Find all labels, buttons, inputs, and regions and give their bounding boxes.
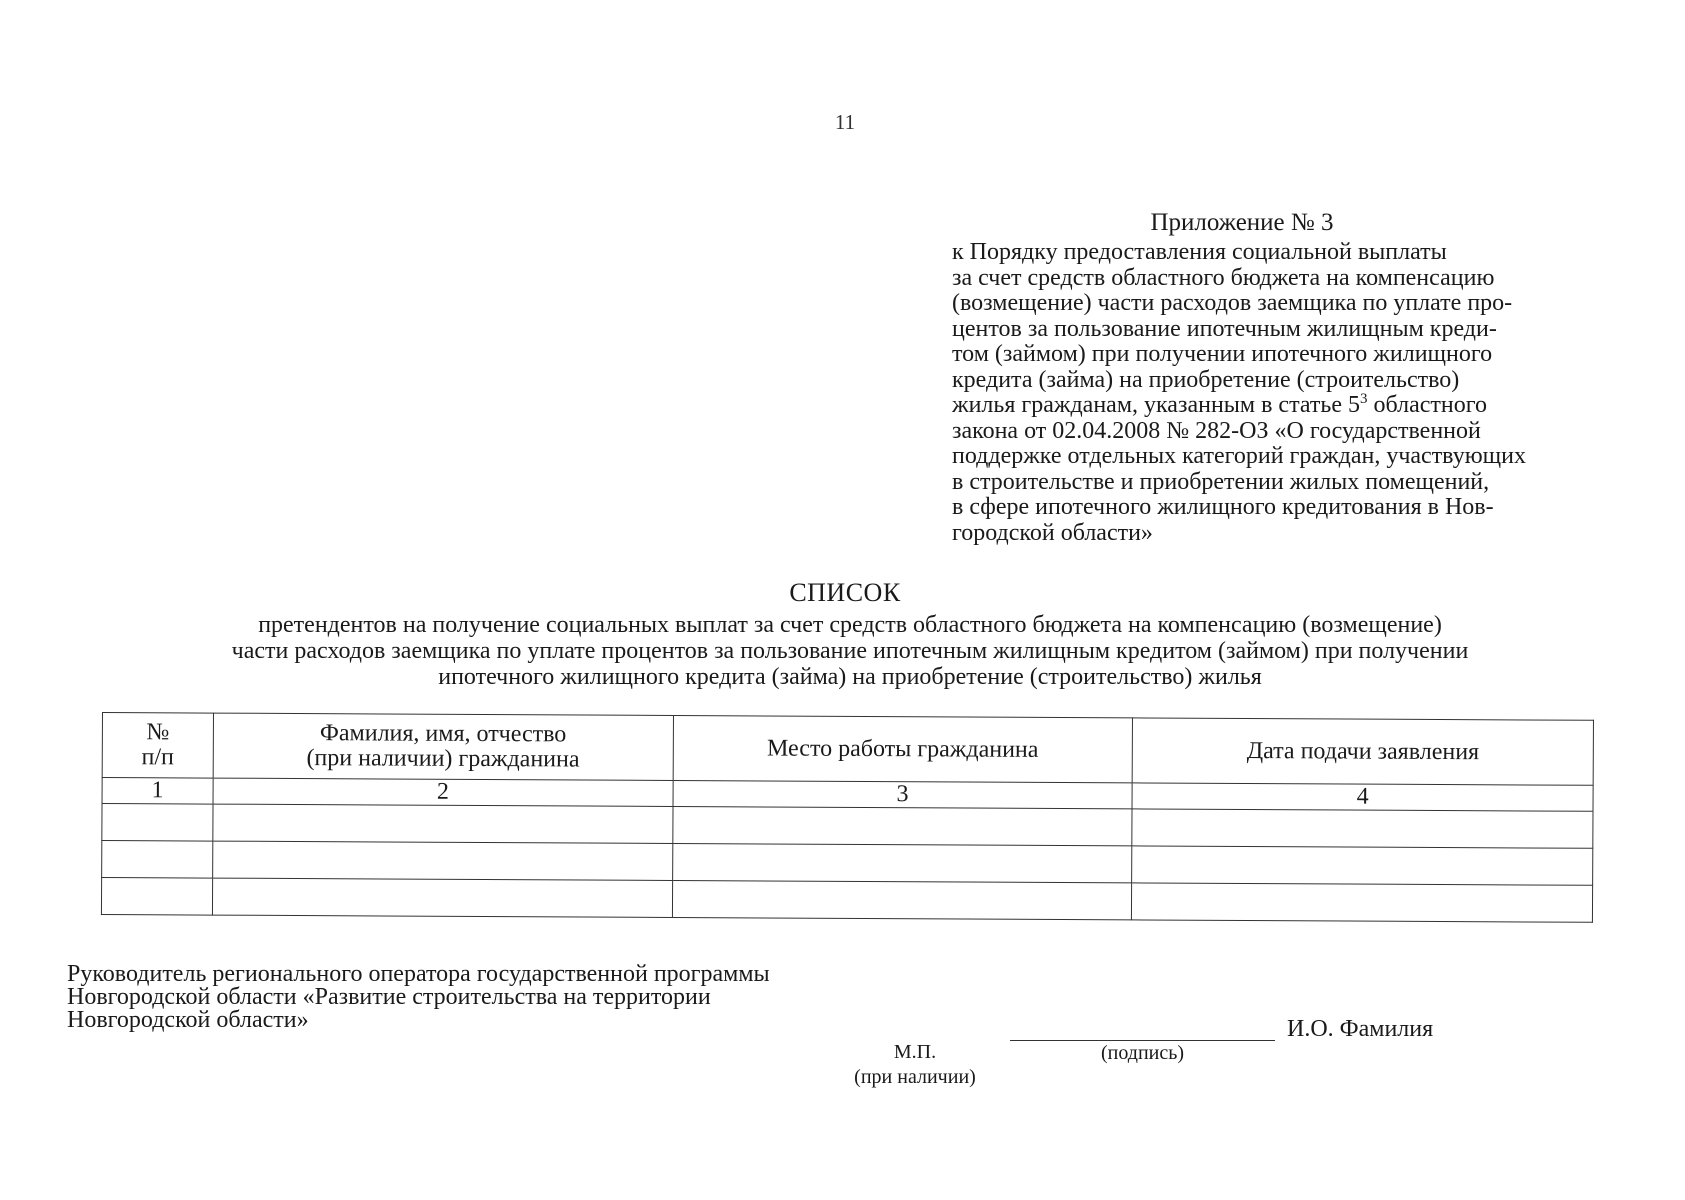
appendix-line: за счет средств областного бюджета на компенсацию: [952, 264, 1495, 291]
appendix-line: поддержке отдельных категорий граждан, участвующих: [952, 443, 1526, 469]
header-workplace: Место работы гражданина: [673, 715, 1133, 782]
appendix-line: том (займом) при получении ипотечного жилищного: [952, 341, 1493, 367]
table-cell[interactable]: [102, 804, 213, 842]
table-cell[interactable]: [672, 806, 1132, 845]
appendix-line: (возмещение) части расходов заемщика по уплате про-: [952, 290, 1513, 316]
signatory-line: Руководитель регионального оператора государственной программы: [67, 961, 770, 987]
applicants-table: [101, 712, 1594, 923]
header-full-name-line1: Фамилия, имя, отчество: [319, 720, 567, 748]
list-title: СПИСОК: [789, 578, 901, 607]
subtitle-line: ипотечного жилищного кредита (займа) на приобретение (строительство) жилья: [438, 664, 1262, 690]
table-cell[interactable]: [213, 804, 673, 843]
table-cell[interactable]: [102, 841, 213, 879]
table-cell[interactable]: [101, 878, 212, 916]
table-cell[interactable]: [1132, 846, 1593, 885]
signatory-line: Новгородской области «Развитие строительства на территории: [67, 984, 711, 1010]
appendix-line: центов за пользование ипотечным жилищным креди-: [952, 315, 1497, 342]
header-number-label: п/п: [141, 744, 174, 771]
appendix-line: [952, 393, 1612, 419]
header-number: [102, 713, 213, 779]
header-application-date: Дата подачи заявления: [1132, 718, 1593, 785]
appendix-block: [952, 208, 1612, 546]
appendix-line: в сфере ипотечного жилищного кредитования в Нов-: [952, 494, 1494, 520]
header-full-name: [213, 713, 673, 780]
appendix-line: кредита (займа) на приобретение (строительство): [952, 366, 1460, 393]
subtitle-line: претендентов на получение социальных выплат за счет средств областного бюджета на компенсацию (возмещение): [258, 612, 1442, 638]
signature-caption: (подпись): [1100, 1042, 1185, 1064]
list-subtitle: [100, 612, 1600, 690]
appendix-line: городской области»: [952, 519, 1153, 546]
appendix-line: закона от 02.04.2008 № 282-ОЗ «О государственной: [952, 417, 1481, 444]
appendix-line: в строительстве и приобретении жилых помещений,: [952, 468, 1490, 495]
table-cell[interactable]: [1132, 883, 1593, 922]
column-number: 3: [673, 780, 1133, 808]
table-cell[interactable]: [1132, 809, 1593, 848]
stamp-label: М.П.: [893, 1041, 937, 1063]
signatory-position: [67, 963, 770, 1032]
appendix-title: Приложение № 3: [1150, 209, 1334, 236]
page-number: 11: [834, 110, 856, 134]
stamp-note: (при наличии): [854, 1066, 976, 1088]
header-number-symbol: №: [146, 719, 170, 746]
signature-line[interactable]: [1010, 1040, 1275, 1041]
subtitle-line: части расходов заемщика по уплате процентов за пользование ипотечным жилищным кредитом (займом) при получении: [231, 638, 1469, 664]
header-full-name-line2: (при наличии) гражданина: [306, 745, 580, 773]
table-cell[interactable]: [672, 843, 1132, 882]
column-number: 2: [213, 778, 673, 806]
signatory-line: Новгородской области»: [67, 1007, 309, 1033]
table-header-row: [102, 713, 1593, 786]
table-row: [101, 878, 1592, 923]
column-number: 1: [102, 778, 213, 805]
superscript: 3: [1359, 391, 1368, 407]
appendix-line-part: областного: [1367, 392, 1487, 418]
table-cell[interactable]: [213, 841, 673, 880]
table-cell[interactable]: [212, 878, 672, 917]
stamp-place: [840, 1040, 990, 1090]
table-cell[interactable]: [672, 880, 1132, 919]
appendix-line: к Порядку предоставления социальной выплаты: [952, 239, 1447, 265]
signatory-name: И.О. Фамилия: [1287, 1016, 1434, 1042]
column-number: 4: [1132, 783, 1593, 811]
appendix-line-part: жилья гражданам, указанным в статье 5: [952, 392, 1360, 418]
appendix-text: [952, 240, 1612, 546]
